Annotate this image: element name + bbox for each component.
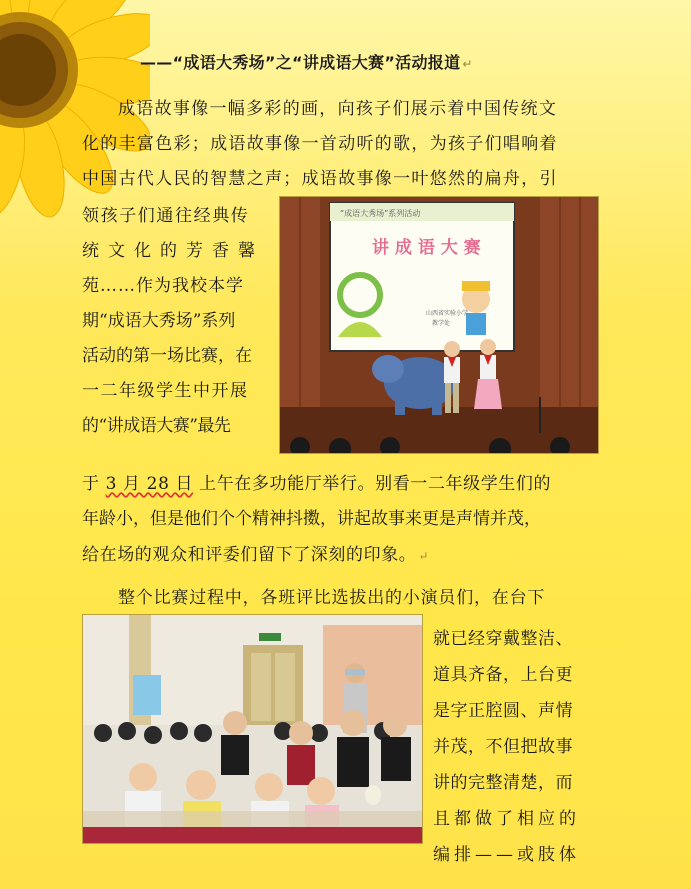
paragraph-mark: ↵ [418,549,430,563]
screen-sub2: 教学处 [432,320,451,327]
p2-wrap-1: 就已经穿戴整洁、 [433,629,573,649]
p1-after-2-text: 给在场的观众和评委们留下了深刻的印象。 [82,545,417,565]
p1-after-2 [82,540,429,565]
date-suffix: 上午在多功能厅举行。别看一二年级学生们的 [199,474,552,494]
p2-wrap-3: 是字正腔圆、声情 [433,701,573,721]
p1-line-1: 成语故事像一幅多彩的画，向孩子们展示着中国传统文 [118,99,558,119]
screen-title: 讲 成 语 大 赛 [372,238,481,258]
p1-wrap-3: 苑……作为我校本学 [82,276,244,296]
title-text: ——“成语大秀场”之“讲成语大赛”活动报道 [140,53,461,72]
p1-wrap-5: 活动的第一场比赛，在 [82,346,252,366]
p1-after-1: 年龄小，但是他们个个精神抖擞，讲起故事来更是声情并茂， [82,509,541,529]
p2-wrap-6: 且都做了相应的 [433,809,580,829]
p1-date-line [82,469,551,494]
audience-photo [82,614,423,844]
screen-sub: 山西省实验小学 [426,310,469,317]
p1-wrap-4: 期“成语大秀场”系列 [82,311,236,331]
event-date: 3 月 28 日 [105,474,194,494]
article-title [140,50,610,73]
p1-line-2: 化的丰富色彩；成语故事像一首动听的歌，为孩子们唱响着 [82,134,558,154]
p2-wrap-7: 编排——或肢体 [433,845,580,865]
p1-line-3: 中国古代人民的智慧之声；成语故事像一叶悠然的扁舟，引 [82,169,558,189]
paragraph-mark: ↵ [462,57,473,71]
p1-wrap-2: 统文化的芳香馨 [82,241,264,261]
p2-line-1: 整个比赛过程中，各班评比选拔出的小演员们，在台下 [118,588,546,608]
screen-header: “成语大秀场”系列活动 [340,209,421,218]
date-prefix: 于 [82,474,100,494]
p1-wrap-7: 的“讲成语大赛”最先 [82,416,231,436]
p2-wrap-4: 并茂，不但把故事 [433,737,573,757]
p1-wrap-6: 一二年级学生中开展 [82,381,249,401]
p1-wrap-1: 领孩子们通往经典传 [82,206,250,226]
p2-wrap-5: 讲的完整清楚，而 [433,773,573,793]
stage-photo [279,196,599,454]
p2-wrap-2: 道具齐备，上台更 [433,665,573,685]
